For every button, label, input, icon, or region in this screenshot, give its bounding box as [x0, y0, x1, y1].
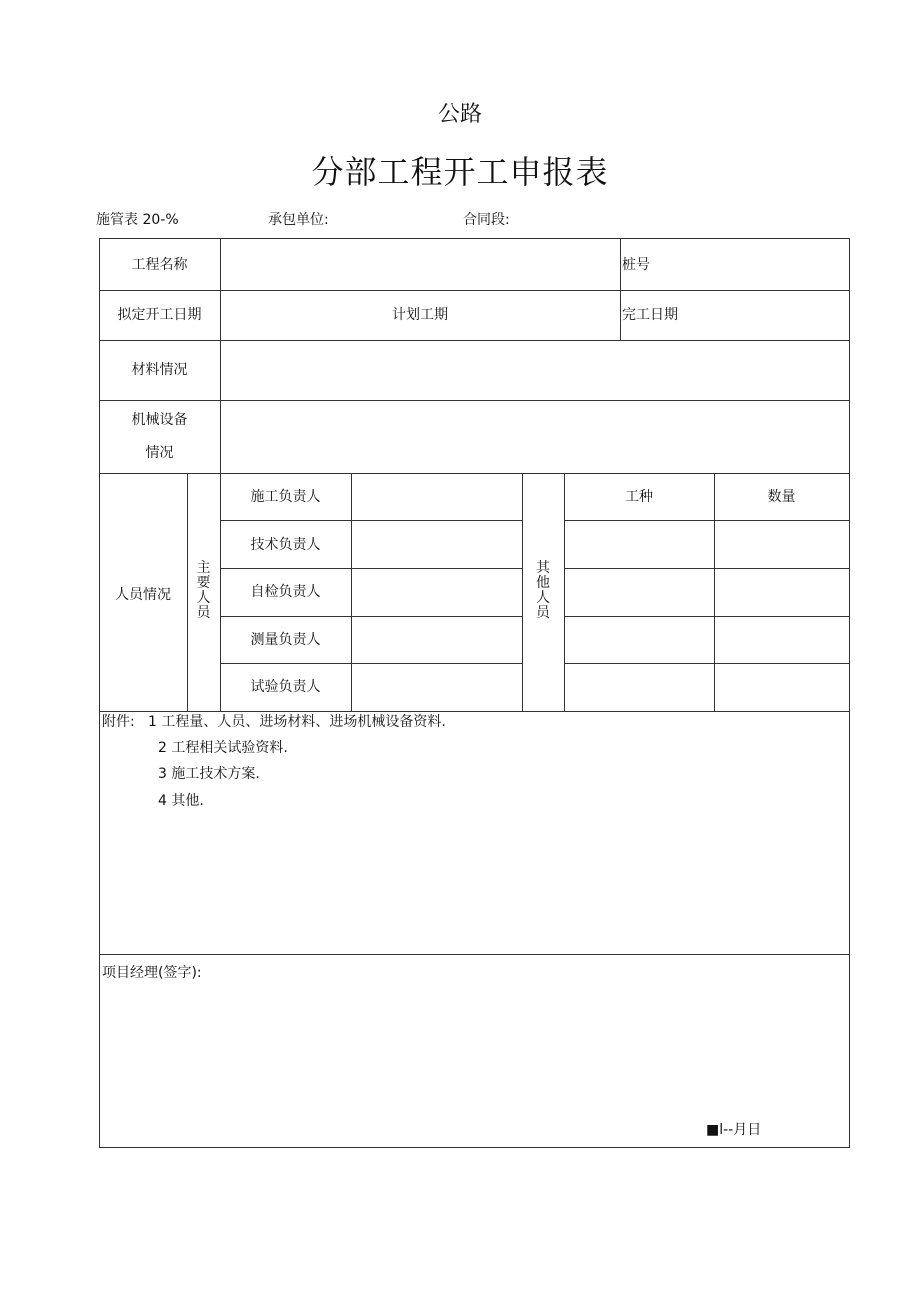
project-manager-signature-label: 项目经理(签字): [102, 965, 202, 981]
grid-line [564, 473, 565, 712]
grid-line [99, 1147, 850, 1148]
main-staff-role: 施工负责人 [250, 489, 321, 505]
page-subtitle: 公路 [437, 102, 482, 127]
contract-section-label: 合同段: [463, 212, 510, 228]
completion-date-label: 完工日期 [622, 307, 678, 323]
grid-line [99, 400, 850, 401]
grid-line [564, 616, 850, 617]
equipment-label-line1: 机械设备 [131, 412, 188, 428]
grid-line [99, 238, 850, 239]
signature-date-label: ■l--月日 [706, 1122, 762, 1138]
attachment-item: 1 工程量、人员、进场材料、进场机械设备资料. [148, 714, 446, 730]
grid-line [351, 473, 352, 712]
grid-line [564, 568, 850, 569]
attachment-item: 4 其他. [158, 793, 204, 809]
main-staff-role: 测量负责人 [250, 632, 321, 648]
form-number: 施管表 20-% [96, 212, 179, 228]
contractor-label: 承包单位: [268, 212, 329, 228]
planned-start-date-label: 拟定开工日期 [117, 307, 202, 323]
main-staff-role: 技术负责人 [250, 537, 321, 553]
page-title: 分部工程开工申报表 [311, 153, 609, 191]
other-staff-label: 其 他 人 员 [536, 560, 550, 621]
grid-line [564, 520, 850, 521]
planned-duration-label: 计划工期 [392, 307, 448, 323]
grid-line [220, 616, 523, 617]
trade-header: 工种 [625, 489, 653, 505]
grid-line [220, 568, 523, 569]
attachments-label: 附件: [102, 714, 135, 730]
grid-line [99, 340, 850, 341]
grid-line [620, 238, 621, 341]
main-staff-label: 主 要 人 员 [196, 560, 211, 621]
main-staff-role: 自检负责人 [250, 584, 321, 600]
attachment-item: 3 施工技术方案. [158, 766, 260, 782]
main-staff-role: 试验负责人 [250, 679, 321, 695]
grid-line [99, 290, 850, 291]
pile-number-label: 桩号 [622, 257, 650, 273]
grid-line [220, 520, 523, 521]
materials-label: 材料情况 [131, 362, 188, 378]
personnel-label: 人员情况 [115, 587, 171, 603]
grid-line [849, 238, 850, 1148]
attachment-item: 2 工程相关试验资料. [158, 740, 288, 756]
grid-line [220, 663, 523, 664]
equipment-label-line2: 情况 [145, 445, 174, 461]
grid-line [99, 954, 850, 955]
quantity-header: 数量 [767, 489, 796, 505]
grid-line [99, 473, 850, 474]
grid-line [564, 663, 850, 664]
project-name-label: 工程名称 [131, 257, 188, 273]
grid-line [714, 473, 715, 712]
